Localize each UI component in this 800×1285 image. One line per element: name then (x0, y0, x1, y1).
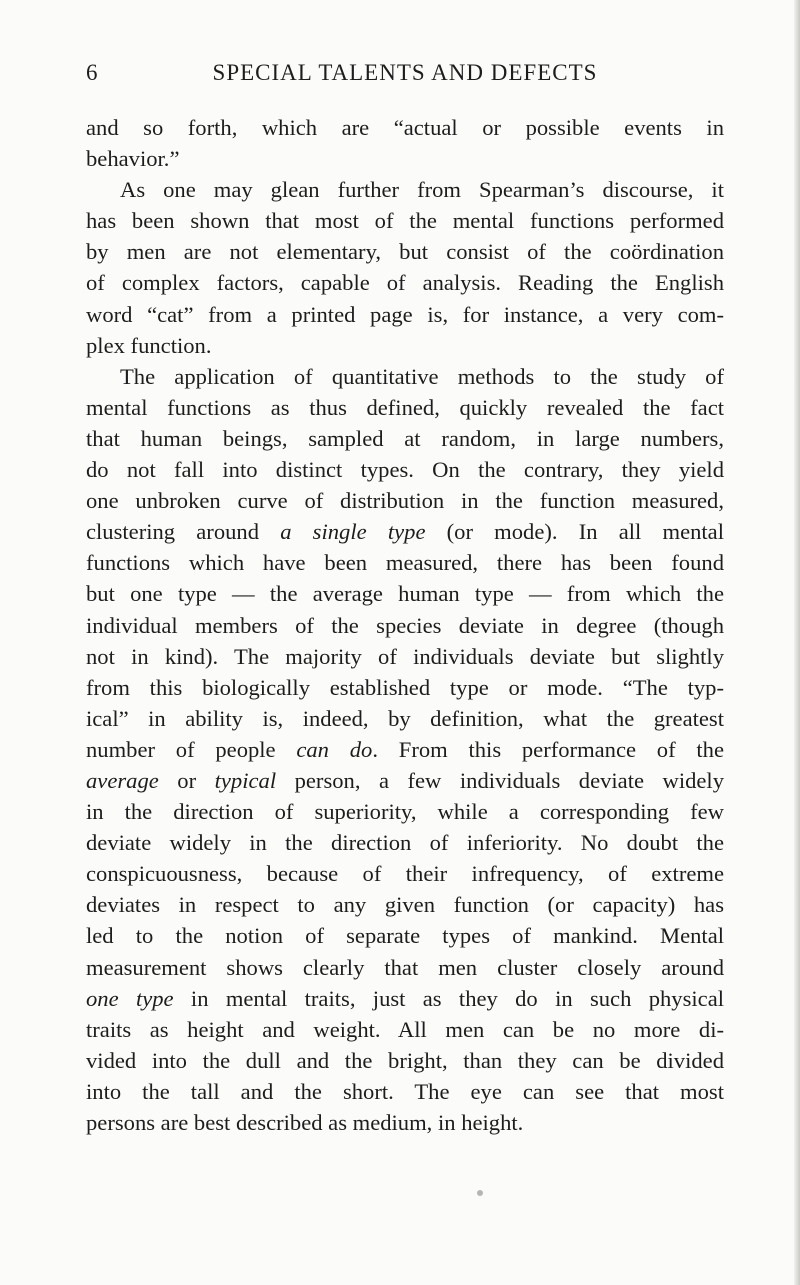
text-line: behavior.” (86, 146, 180, 172)
text-line: deviate widely in the direction of inferiority. No doubt the (86, 830, 724, 856)
text-line: average or typical person, a few individuals deviate widely (86, 767, 725, 793)
italic-phrase: can do (296, 736, 373, 762)
paragraph-start-line: The application of quantitative methods to the study of (120, 363, 724, 389)
text-line: and so forth, which are “actual or possible events in (86, 115, 724, 140)
text-line: not in kind). The majority of individuals deviate but slightly (86, 643, 724, 669)
text-line: individual members of the species deviate in degree (though (86, 612, 724, 638)
italic-phrase: one type (86, 985, 174, 1011)
text-line: one type in mental traits, just as they do in such physical (86, 985, 725, 1011)
text-line: but one type — the average human type — from which the (86, 581, 724, 607)
text-line: of complex factors, capable of analysis. Reading the English (86, 270, 724, 296)
text-line: has been shown that most of the mental functions performed (86, 208, 724, 234)
text-line: mental functions as thus defined, quickly revealed the fact (86, 394, 724, 420)
text-line: from this biologically established type or mode. “The typ- (86, 674, 724, 700)
italic-phrase: a single type (280, 519, 426, 545)
text-line: led to the notion of separate types of mankind. Mental (86, 923, 724, 949)
paragraph-start-line: As one may glean further from Spearman’s discourse, it (120, 177, 724, 203)
text-line: conspicuousness, because of their infrequency, of extreme (86, 861, 724, 887)
text-line: clustering around a single type (or mode). In all mental (86, 519, 724, 545)
text-line: into the tall and the short. The eye can see that most (86, 1078, 724, 1104)
running-head (86, 60, 724, 92)
ink-speck (477, 1190, 483, 1196)
text-line: persons are best described as medium, in height. (86, 1110, 524, 1135)
text-line: word “cat” from a printed page is, for instance, a very com- (86, 301, 724, 327)
body-text (86, 112, 724, 1138)
italic-phrase: average (86, 767, 159, 793)
chapter-title: SPECIAL TALENTS AND DEFECTS (212, 60, 598, 85)
text-line: ical” in ability is, indeed, by definition, what the greatest (86, 705, 724, 731)
text-line: plex function. (86, 332, 212, 358)
text-line: measurement shows clearly that men cluster closely around (86, 954, 724, 980)
page-number: 6 (86, 60, 99, 85)
text-line: deviates in respect to any given function (or capacity) has (86, 892, 724, 918)
text-line: by men are not elementary, but consist of the coördination (86, 239, 724, 265)
text-line: do not fall into distinct types. On the contrary, they yield (86, 457, 724, 483)
text-line: one unbroken curve of distribution in the function measured, (86, 488, 724, 514)
text-line: number of people can do. From this performance of the (86, 736, 724, 762)
text-line: traits as height and weight. All men can be no more di- (86, 1016, 724, 1042)
text-line: that human beings, sampled at random, in large numbers, (86, 425, 724, 451)
text-line: functions which have been measured, there has been found (86, 550, 724, 576)
text-line: vided into the dull and the bright, than they can be divided (86, 1047, 724, 1073)
page-edge (794, 0, 800, 1285)
text-line: in the direction of superiority, while a corresponding few (86, 799, 724, 825)
italic-phrase: typical (214, 767, 277, 793)
